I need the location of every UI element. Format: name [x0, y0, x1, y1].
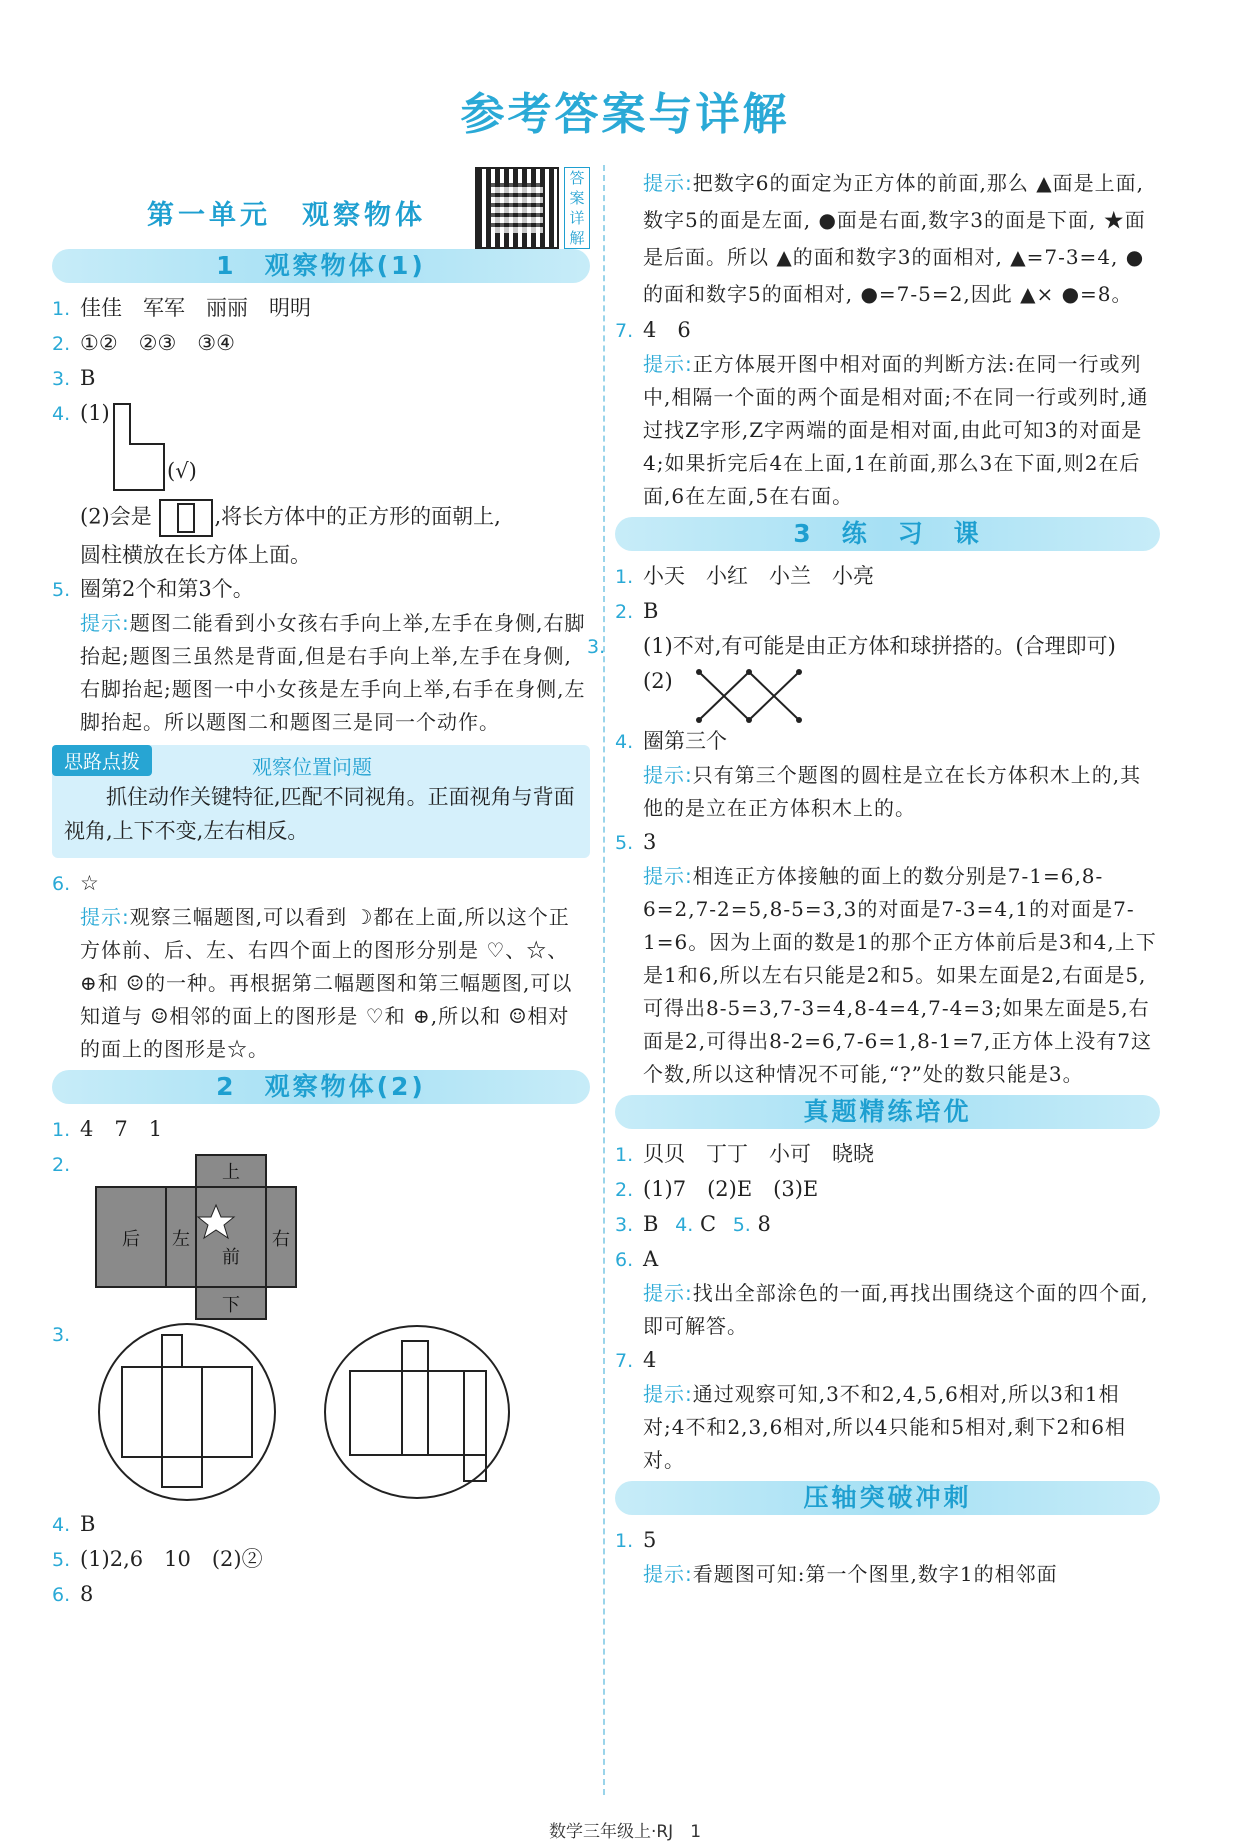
tip-d7: 提示:通过观察可知,3不和2,4,5,6相对,所以3和1相对;4不和2,3,6相对,所以4只能和5相对,剩下2和6相对。: [643, 1382, 1126, 1472]
section-header-5: 压轴突破冲刺: [615, 1481, 1160, 1515]
answer-4-2: (2)会是 ,将长方体中的正方形的面朝上,: [52, 498, 590, 538]
section-header-4: 真题精练培优: [615, 1095, 1160, 1129]
tip-c5: 提示:相连正方体接触的面上的数分别是7-1=6,8-6=2,7-2=5,8-5=3,3的对面是7-3=4,1的对面是7-1=6。因为上面的数是1的那个正方体前后是3和4,上下是1和6,所以左右只能是2和5。如果左面是2,右面是5,可得出8-5=3,7-3=4,8-4=4,7-4=3;如果左面是5,右面是2,可得出8-2=6,7-6=1,8-1=7,正方体上没有7这个数,所以这种情况不可能,“?”处的数只能是3。: [643, 864, 1157, 1086]
answer-c5: 5. 3: [615, 830, 657, 854]
heart-icon: ♡: [486, 938, 506, 962]
answer-7: 7. 4 6: [615, 318, 691, 342]
answer-d2: 2. (1)7 (2)E (3)E: [615, 1177, 819, 1201]
answer-c1: 1. 小天 小红 小兰 小亮: [615, 564, 874, 588]
answer-b2: 2. 上 后 左 前 右 下: [52, 1147, 590, 1317]
section-header-2: 2 观察物体(2): [52, 1070, 590, 1104]
smiley-icon: ☺: [150, 1004, 170, 1028]
answer-4-2-cont: 圆柱横放在长方体上面。: [80, 543, 311, 567]
circle-icon: ●: [860, 282, 879, 306]
triangle-icon: ▲: [776, 245, 793, 269]
answer-d3-5: 3. B 4. C 5. 8: [615, 1212, 771, 1236]
tip-d6: 提示:找出全部涂色的一面,再找出围绕这个面的四个面,即可解答。: [643, 1281, 1149, 1338]
qr-label: 答案详解: [564, 167, 590, 249]
net-label-bottom: 下: [222, 1295, 240, 1316]
right-column: [587, 165, 1160, 1591]
heart-icon: ♡: [365, 1004, 385, 1028]
net-label-back: 后: [122, 1229, 140, 1250]
answer-e1: 1. 5: [615, 1528, 657, 1552]
check-mark: (√): [167, 459, 197, 483]
answer-3: 3. B: [52, 366, 96, 390]
circle-net-figure-1: [92, 1321, 282, 1503]
net-label-top: 上: [222, 1162, 240, 1183]
triangle-icon: ▲: [1020, 282, 1037, 306]
smiley-icon: ☺: [126, 971, 146, 995]
answer-c4: 4. 圈第三个: [615, 729, 727, 753]
tip-e1: 提示:看题图可知:第一个图里,数字1的相邻面: [643, 1562, 1058, 1586]
think-topic: 观察位置问题: [252, 755, 372, 779]
answer-b4: 4. B: [52, 1512, 96, 1536]
unit-title: 第一单元 观察物体: [147, 200, 426, 231]
answer-b5: 5. (1)2,6 10 (2)②: [52, 1547, 263, 1571]
answer-6: 6. ☆: [52, 871, 99, 895]
triangle-icon: ▲: [1036, 171, 1053, 195]
answer-1: 1. 佳佳 军军 丽丽 明明: [52, 296, 311, 320]
triangle-icon: ▲: [1010, 245, 1027, 269]
think-box: [52, 745, 590, 858]
circle-cross-icon: ⊕: [412, 1004, 431, 1028]
circle-icon: ●: [1125, 245, 1145, 269]
think-body: 抓住动作关键特征,匹配不同视角。正面视角与背面视角,上下不变,左右相反。: [64, 785, 575, 843]
net-label-right: 右: [272, 1229, 290, 1250]
circle-icon: ●: [818, 208, 837, 232]
tip-c4: 提示:只有第三个题图的圆柱是立在长方体积木上的,其他的是立在正方体积木上的。: [643, 763, 1142, 820]
answer-c3-2: (2): [615, 664, 1160, 724]
connect-lines-figure: [695, 668, 805, 724]
think-badge: 思路点拨: [52, 745, 152, 776]
column-divider: [603, 165, 605, 1795]
circle-icon: ●: [1061, 282, 1081, 306]
left-column: [52, 165, 590, 1612]
net-label-left: 左: [172, 1229, 190, 1250]
page-title: 参考答案与详解: [460, 89, 790, 140]
circle-cross-icon: ⊕: [80, 971, 98, 995]
qr-code[interactable]: [475, 167, 559, 249]
answer-4: 4. (1) (√): [52, 396, 590, 492]
circle-net-figure-2: [322, 1321, 512, 1503]
tip-7: 提示:正方体展开图中相对面的判断方法:在同一行或列中,相隔一个面的两个面是相对面;不在同一行或列时,通过找Z字形,Z字两端的面是相对面,由此可知3的对面是4;如果折完后4在上面,1在前面,那么3在下面,则2在后面,6在左面,5在右面。: [643, 352, 1149, 508]
answer-d7: 7. 4: [615, 1348, 657, 1372]
unit-header: [52, 165, 590, 245]
tip-6: 提示:观察三幅题图,可以看到 ☽都在上面,所以这个正方体前、后、左、右四个面上的图形分别是 ♡、☆、 ⊕和 ☺的一种。再根据第二幅题图和第三幅题图,可以知道与 ☺相邻的面上的图形是 ♡和 ⊕,所以和 ☺相对的面上的图形是☆。: [80, 905, 573, 1061]
net-label-front: 前: [222, 1247, 240, 1268]
section-header-1: 1 观察物体(1): [52, 249, 590, 283]
section-header-3: 3 练 习 课: [615, 517, 1160, 551]
rectangle-figure: [158, 498, 214, 538]
answer-b1: 1. 4 7 1: [52, 1117, 163, 1141]
answer-5: 5. 圈第2个和第3个。: [52, 577, 254, 601]
moon-icon: ☽: [354, 905, 374, 929]
answer-2: 2. ①② ②③ ③④: [52, 331, 235, 355]
star-icon: ★: [1103, 208, 1125, 232]
answer-d1: 1. 贝贝 丁丁 小可 晓晓: [615, 1142, 874, 1166]
answer-c3: 3. (1)不对,有可能是由正方体和球拼搭的。(合理即可): [587, 634, 1116, 658]
answer-d6: 6. A: [615, 1247, 659, 1271]
answer-b6: 6. 8: [52, 1582, 94, 1606]
smiley-icon: ☺: [508, 1004, 528, 1028]
answer-c2: 2. B: [615, 599, 659, 623]
tip-a6: 提示:把数字6的面定为正方体的前面,那么 ▲面是上面,数字5的面是左面, ●面是右面,数字3的面是下面, ★面是后面。所以 ▲的面和数字3的面相对, ▲=7-3=4, ●的面和数字5的面相对, ●=7-5=2,因此 ▲× ●=8。: [643, 171, 1146, 306]
l-shape-figure: [112, 402, 168, 494]
tip-5: 提示:题图二能看到小女孩右手向上举,左手在身侧,右脚抬起;题图三虽然是背面,但是右手向上举,左手在身侧,右脚抬起;题图一中小女孩是左手向上举,右手在身侧,左脚抬起。所以题图二和题图三是同一个动作。: [80, 611, 586, 734]
page-footer: 数学三年级上·RJ 1: [548, 1822, 702, 1842]
cube-net-figure: [94, 1153, 334, 1323]
answer-b3: 3.: [52, 1317, 590, 1507]
